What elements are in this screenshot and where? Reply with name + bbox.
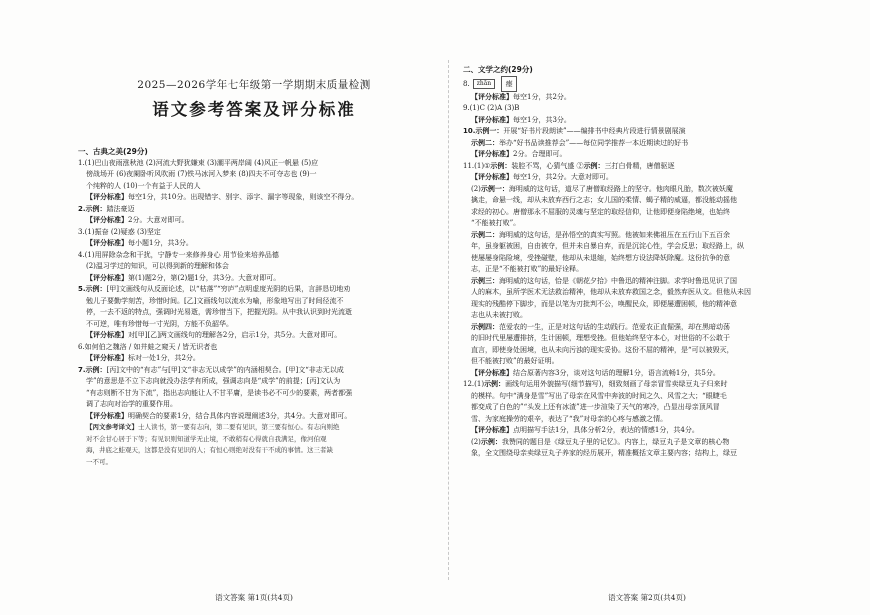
q9-answer: 9.(1)C (2)A (3)B (463, 104, 520, 112)
q11-2-example-1: 求经的初心。唐僧那永不屈服的灵魂与坚定的取经信仰，让他即便身陷绝境，也始终 (471, 207, 730, 216)
q7-scoring (78, 411, 430, 423)
scoring-text: 每空1分，共2分。大意对即可。 (513, 173, 613, 181)
scoring-text: 每空1分，共2分。 (513, 92, 571, 101)
scoring-label: 【评分标准】 (471, 115, 513, 124)
q11-2-example-1: 擒走，命悬一线，却从未放弃西行之志；女儿国的柔情、蝎子精的威逼，都没能动摇他 (471, 196, 737, 204)
question-number: 12.(1) (463, 380, 485, 388)
scoring-text: 对[甲][乙]两文画线句的理解各2分，启示1分，共5分。大意对即可。 (128, 331, 342, 339)
exam-title: 2025—2026学年七年级第一学期期末质量检测 (137, 79, 371, 91)
answer-text: 踏法豪迈 (106, 204, 135, 213)
q4-answer: 4.(1)用屏除杂念和干扰，宁静专一来修养身心 用节俭来培养品德 (78, 250, 279, 259)
q7-reference-translation: 对不会甘心居于下等；有见识则知道学无止境，不敢稍有心得就自我满足，像河伯观 (86, 434, 327, 443)
scoring-label: 【评分标准】 (86, 193, 128, 201)
q11-1-answer (463, 161, 831, 173)
page-footer-left: 语文答案 第1页(共4页) (215, 593, 293, 602)
q11-2-example-4: 的旧时代里屡遭排挤，生计困顿，理想受挫。但他始终坚守本心，对世俗的不公敢于 (471, 334, 730, 342)
q1-line: 个纯粹的人 (10)一个有益于人民的人 (86, 181, 201, 190)
section-heading-literature: 二、文学之约(29分) (463, 65, 533, 74)
column-divider (448, 60, 449, 580)
q7-answer: 调了志向对治学的重要作用。 (86, 400, 177, 408)
example-text: 范爱农的一生，正是对这句话的生动践行。范爱农正直倔强，却在黑暗动荡 (499, 322, 730, 331)
q11-2-example-4 (463, 322, 831, 334)
q2-scoring (78, 215, 430, 227)
example-label: 10.示例一： (463, 127, 504, 135)
main-title: 语文参考答案及评分标准 (152, 100, 356, 119)
q11-2-example-1: “不能被打败”。 (471, 219, 521, 227)
character-box: 瘗 (501, 76, 517, 92)
q11-2-example-2: 使屡屡身陷险境，受挫碰壁，他却从未退缩，始终想方设法降妖除魔。这份抗争的意 (471, 253, 730, 262)
pinyin-box: zhān (473, 79, 495, 89)
q12-1-answer: 的模样。句中“满身是雪”写出了母亲在风雪中奔波的时间之久、风雪之大；“眼睫毛 (471, 391, 727, 400)
q12-1-answer (463, 379, 831, 391)
example-text: 海明威的这句话，是孙悟空的真实写照。他被如来佛祖压在五行山下五百余 (499, 230, 730, 239)
reference-label: 【丙文参考译文】 (86, 423, 138, 431)
q6-answer: 6.如何伯之魏洛 / 如井蛙之窥天 / 皆无识者也 (78, 342, 218, 351)
q11-2-example-3: 人的麻木，虽所学医术无法救治精神，他却从未放弃救国之念，毅然弃医从文。但他从未因 (471, 288, 751, 296)
q12-1-answer: 都变成了白色的”“头发上还有冰渣”进一步渲染了天气的寒冷，凸显出母亲顶风冒 (471, 403, 720, 411)
q7-reference-translation: 海，井底之蛙观天，这都是没有见识的人；有恒心则绝对没有干不成的事情。这三者缺 (86, 446, 333, 454)
q12-1-scoring (463, 425, 831, 437)
q11-2-example-3: 志也从未被打败。 (471, 311, 527, 319)
scoring-text: 第(1)题2分，第(2)题1分，共3分。大意对即可。 (128, 273, 281, 282)
scoring-label: 【评分标准】 (471, 173, 513, 181)
q6-scoring (78, 353, 430, 365)
section-heading-classical: 一、古典之美(29分) (78, 147, 148, 156)
q5-answer: 不可逆，唯有珍惜每一寸光阴，方能不负韶华。 (86, 319, 233, 328)
left-content (78, 146, 430, 468)
scoring-text: 点明描写手法1分，具体分析2分，表达的情感1分，共4分。 (513, 426, 699, 434)
q11-2-example-2: 年，虽身躯被困，自由被夺，但并未自暴自弃，而是沉淀心性，学会反思；取经路上，纵 (471, 242, 744, 250)
question-number: (2) (471, 437, 481, 446)
question-number: 8. (463, 79, 470, 88)
page-footer-right: 语文答案 第2页(共4页) (608, 593, 686, 602)
q11-2-example-2: 志，正是“不能被打败”的最好诠释。 (471, 265, 584, 273)
q2-answer (78, 204, 430, 216)
q11-1-scoring (463, 172, 831, 184)
scoring-label: 【评分标准】 (471, 92, 513, 101)
answer-text: [丙]文中的“有志”与[甲]文“非志无以成学”的内涵相契合。[甲]文“非志无以成 (106, 365, 344, 374)
scoring-text: 标对一处1分，共2分。 (128, 354, 200, 362)
scoring-text: 结合原著内容3分，谈对这句话的理解1分，语言流畅1分，共5分。 (513, 368, 720, 377)
q1-scoring (78, 192, 430, 204)
example-label: 示例： (484, 380, 506, 388)
q10-example-1 (463, 126, 831, 138)
right-column (463, 0, 831, 615)
q5-answer (78, 284, 430, 296)
q11-2-example-1 (463, 184, 831, 196)
q7-answer: “有志则断不甘为下流”，指出志向能让人不甘平庸，是读书必不可少的要素，两者都强 (86, 388, 353, 397)
example-text: 举办“好书品读推荐会”——每位同学推荐一本近期读过的好书 (499, 138, 689, 147)
answer-text: 装腔不骂，心猜气盛 ② (511, 161, 584, 170)
scoring-text: 明确契合的要素1分，结合具体内容说理阐述3分，共4分。大意对即可。 (128, 411, 352, 420)
q1-line: 1.(1)巴山夜雨涨秋池 (2)河流大野犹嫌束 (3)潮平两岸阔 (4)风正一帆悬 (5)应 (78, 158, 319, 167)
example-label: 示例： (583, 161, 605, 170)
question-number: (2) (471, 184, 481, 193)
answer-text: 我赞同的题目是《绿豆丸子里的记忆》。内容上，绿豆丸子是文章的核心物 (501, 437, 730, 446)
scoring-text: 每小题1分，共3分。 (128, 239, 193, 247)
example-label: 示例： (480, 437, 502, 446)
example-text: 海明威的这句话，恰是《朝花夕拾》中鲁迅的精神注脚。求学时鲁迅见识了国 (499, 276, 737, 285)
q10-scoring (463, 149, 831, 161)
q4-answer: (2)温习学过的知识，可以得到新的理解和体会 (86, 262, 229, 270)
scoring-label: 【评分标准】 (86, 239, 128, 247)
q7-reference-translation: 一不可。 (86, 457, 112, 466)
example-text: 海明威的这句话，道尽了唐僧取经路上的坚守。他肉眼凡胎，数次被妖魔 (508, 184, 733, 193)
scoring-label: 【评分标准】 (86, 354, 128, 362)
q11-2-scoring (463, 368, 831, 380)
right-content (463, 64, 831, 460)
q5-answer: 停，一去不返的特点，强调时光易逝，需珍惜当下，把握光阴。从中我认识到时光流逝 (86, 308, 352, 316)
q7-reference-translation (78, 422, 430, 434)
q5-scoring (78, 330, 430, 342)
q12-2-answer (463, 437, 831, 449)
question-number: 11.(1)① (463, 161, 491, 170)
q3-answer: 3.(1)振奋 (2)疑惑 (3)坚定 (78, 227, 161, 236)
example-label: 示例一： (480, 184, 509, 193)
q7-answer: 学”的意思是不立下志向就没办法学有所成，强调志向是“成学”的前提；[丙]文认为 (86, 377, 341, 385)
q11-2-example-3 (463, 276, 831, 288)
example-label: 示例四： (471, 322, 499, 331)
q7-answer (78, 365, 430, 377)
scoring-label: 【评分标准】 (86, 331, 128, 339)
answer-text: [甲]文画线句从反面论述，以“枯落”“穷庐”点明虚度光阴的后果，言辞恳切地劝 (106, 285, 351, 293)
q11-2-example-3: 现实的残酷停下脚步，而是以笔为刃批判不公，唤醒民众，即便屡遭困顿，他的精神意 (471, 299, 737, 308)
q9-scoring (463, 115, 831, 127)
q11-2-example-4: 直言，即使身处困境，也从未向污浊的现实妥协。这份不屈的精神，是“可以被毁灭， (471, 345, 734, 354)
example-label: 示例二： (471, 138, 499, 147)
scoring-label: 【评分标准】 (471, 150, 513, 158)
answer-text: 画线句运用外貌描写(细节描写)，细致刻画了母亲冒雪卖绿豆丸子归来时 (505, 380, 728, 388)
example-label: 示例二： (471, 230, 499, 239)
q5-answer: 勉儿子要勤学刻苦，珍惜时间。[乙]文画线句以流水为喻，形象地写出了时间径流不 (86, 296, 344, 305)
q8-answer (463, 76, 831, 92)
scoring-text: 2分。大意对即可。 (128, 216, 189, 224)
scoring-text: 2分。合理即可。 (513, 150, 567, 158)
q12-1-answer: 雪、为家庭操劳的艰辛，表达了“我”对母亲的心疼与感激之情。 (471, 414, 668, 423)
reference-text: 士人读书，第一要有志向，第二要有见识，第三要有恒心。有志向则绝 (138, 423, 340, 431)
example-text: 开展“好书片段朗读”——编排书中经典片段进行情景剧展演 (503, 127, 686, 135)
q11-2-example-2 (463, 230, 831, 242)
q4-scoring (78, 273, 430, 285)
scoring-label: 【评分标准】 (86, 216, 128, 224)
example-label: 7.示例： (78, 365, 107, 374)
example-label: 示例三： (471, 276, 499, 285)
scoring-label: 【评分标准】 (471, 426, 513, 434)
scoring-label: 【评分标准】 (471, 368, 513, 377)
q12-2-answer: 象，全文围绕母亲卖绿豆丸子养家的经历展开，精准概括文章主要内容；结构上，绿豆 (471, 449, 737, 457)
example-label: 示例： (490, 161, 512, 170)
scoring-label: 【评分标准】 (86, 273, 128, 282)
scoring-text: 每空1分，共10分。出现错字、别字、添字、漏字等现象，则该空不得分。 (128, 193, 359, 201)
q8-scoring (463, 92, 831, 104)
q3-scoring (78, 238, 430, 250)
left-column (78, 0, 430, 615)
scoring-label: 【评分标准】 (86, 411, 128, 420)
q1-line: 傍战场开 (6)夜阑卧听风吹雨 (7)铁马冰河入梦来 (8)四夫不可夺志也 (9)一 (86, 170, 317, 178)
q11-2-example-4: 但不能被打败”的最好证明。 (471, 357, 559, 365)
scoring-text: 每空1分，共3分。 (513, 115, 571, 124)
example-label: 5.示例： (78, 285, 107, 293)
example-label: 2.示例： (78, 204, 107, 213)
answer-text: 三打白骨精，唐僧驱逐 (604, 161, 675, 170)
q10-example-2 (463, 138, 831, 150)
